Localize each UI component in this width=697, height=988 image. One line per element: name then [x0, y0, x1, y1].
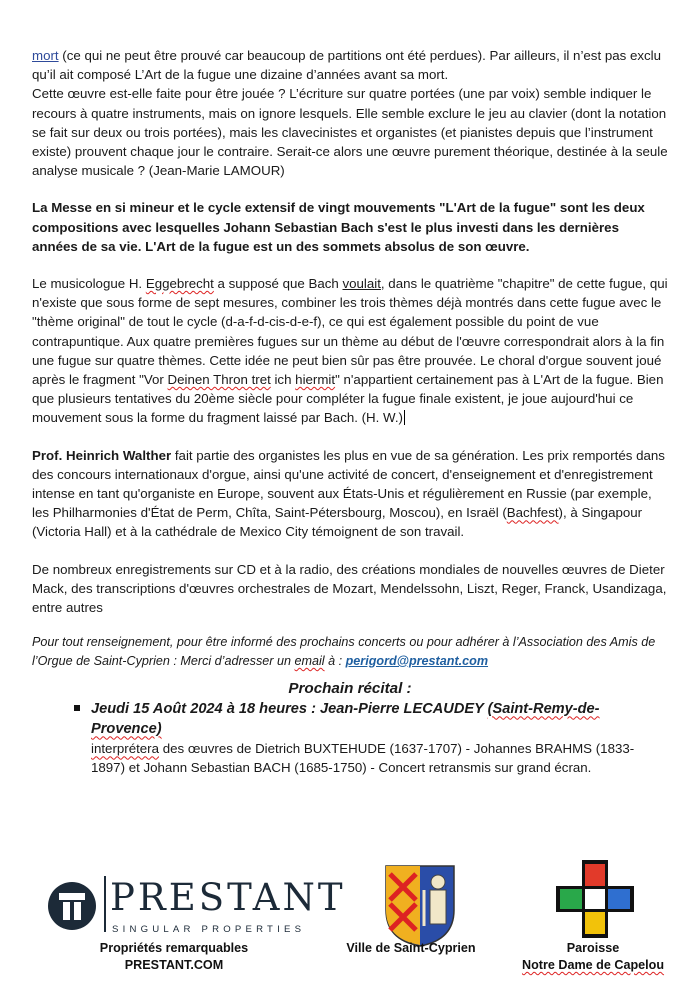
caption-paroisse: Paroisse Notre Dame de Capelou	[521, 941, 665, 972]
paragraph-info: Pour tout renseignement, pour être informé des prochains concerts ou pour adhérer à l’Association des Amis de l’Orgue de Saint-Cyprien : Merci d’adresser un email à : perigord@prestant.com	[32, 635, 656, 668]
caption-prestant: Propriétés remarquables PRESTANT.COM	[99, 941, 249, 972]
prestant-emblem-icon	[46, 880, 98, 932]
link-mort[interactable]: mort	[32, 48, 59, 63]
document-body	[32, 46, 668, 777]
prestant-tagline: SINGULAR PROPERTIES	[112, 924, 306, 935]
prestant-logo	[46, 874, 346, 944]
text-cursor	[404, 410, 405, 425]
paragraph-bold-intro: La Messe en si mineur et le cycle extensif de vingt mouvements "L'Art de la fugue" sont les deux compositions avec lesquelles Johann Sebastian Bach s'est le plus investi dans les dernières années de sa vie. L'Art de la fugue est un des sommets absolus de son œuvre.	[32, 200, 645, 254]
caption-saint-cyprien: Ville de Saint-Cyprien	[346, 941, 476, 955]
bullet-icon	[74, 705, 80, 711]
prestant-wordmark: PRESTANT	[110, 876, 346, 919]
recital-item: Jeudi 15 Août 2024 à 18 heures : Jean-Pierre LECAUDEY (Saint-Remy-de-Provence) interprétera des œuvres de Dietrich BUXTEHUDE (1637-1707) - Johannes BRAHMS (1833-1897) et Johann Sebastian BACH (1685-1750) - Concert retransmis sur grand écran.	[74, 699, 668, 777]
saint-cyprien-coat-of-arms-icon	[384, 864, 456, 948]
paroisse-cross-logo-icon	[554, 858, 636, 940]
paragraph-question: Cette œuvre est-elle faite pour être jouée ? L’écriture sur quatre portées (une par voix) semble indiquer le recours à quatre instruments, mais on ignore lesquels. Elle semble exclure le jeu au clavier (dont la notation se fait sur deux ou trois portées), mais les clavecinistes et organistes (et pianistes depuis que l’instrument existe) prouvent chaque jour le contraire. Serait-ce alors une œuvre purement théorique, destinée à la seule analyse musicale ? (Jean-Marie LAMOUR)	[32, 86, 668, 179]
footer-logos	[0, 860, 697, 988]
paragraph-recordings: De nombreux enregistrements sur CD et à la radio, des créations mondiales de nouvelles œuvres de Dieter Mack, des transcriptions d'œuvres orchestrales de Mozart, Mendelssohn, Liszt, Reger, Franck, Usandizaga, entre autres	[32, 561, 667, 616]
email-link[interactable]: perigord@prestant.com	[345, 653, 489, 668]
paragraph-biography: Prof. Heinrich Walther fait partie des organistes les plus en vue de sa génération. Les prix remportés dans des concours internationaux d'orgue, ainsi qu'une activité de concert, d'enseignement et d'enregistrement intense en tant qu'organiste en Europe, souvent aux États-Unis et régulièrement en Russie (par exemple, les Philharmonies d'État de Perm, Chîta, Saint-Pétersbourg, Moscou), en Israël (Bachfest), à Singapour (Victoria Hall) et à la cathédrale de Mexico City témoignent de son travail.	[32, 447, 665, 540]
paragraph-musicologist: Le musicologue H. Eggebrecht a supposé que Bach voulait, dans le quatrième "chapitre" de cette fugue, qui n'existe que sous forme de sept mesures, combiner les trois thèmes déjà montrés dans cette fugue avec le "thème original" de tout le cycle (d-a-f-d-cis-d-e-f), ce qui est également possible du point de vue contrapuntique. Aux quatre premières fugues sur un thème au début de l'œuvre correspondrait alors à la fin une fugue sur quatre thèmes. Cette idée ne peut bien sûr pas être prouvée. Le choral d'orgue souvent joué après le fragment "Vor Deinen Thron tret ich hiermit" n'appartient certainement pas à L'Art de la fugue. Bien que plusieurs tentatives du 20ème siècle pour compléter la fugue finale existent, je joue aujourd'hui ce mouvement sous la forme du fragment laissé par Bach. (H. W.)	[32, 276, 668, 426]
paragraph-history: mort (ce qui ne peut être prouvé car beaucoup de partitions ont été perdues). Par ailleurs, il n’est pas exclu qu’il ait composé L’Art de la fugue une dizaine d’années avant sa mort.	[32, 48, 662, 83]
recital-title: Prochain récital :	[288, 680, 412, 698]
